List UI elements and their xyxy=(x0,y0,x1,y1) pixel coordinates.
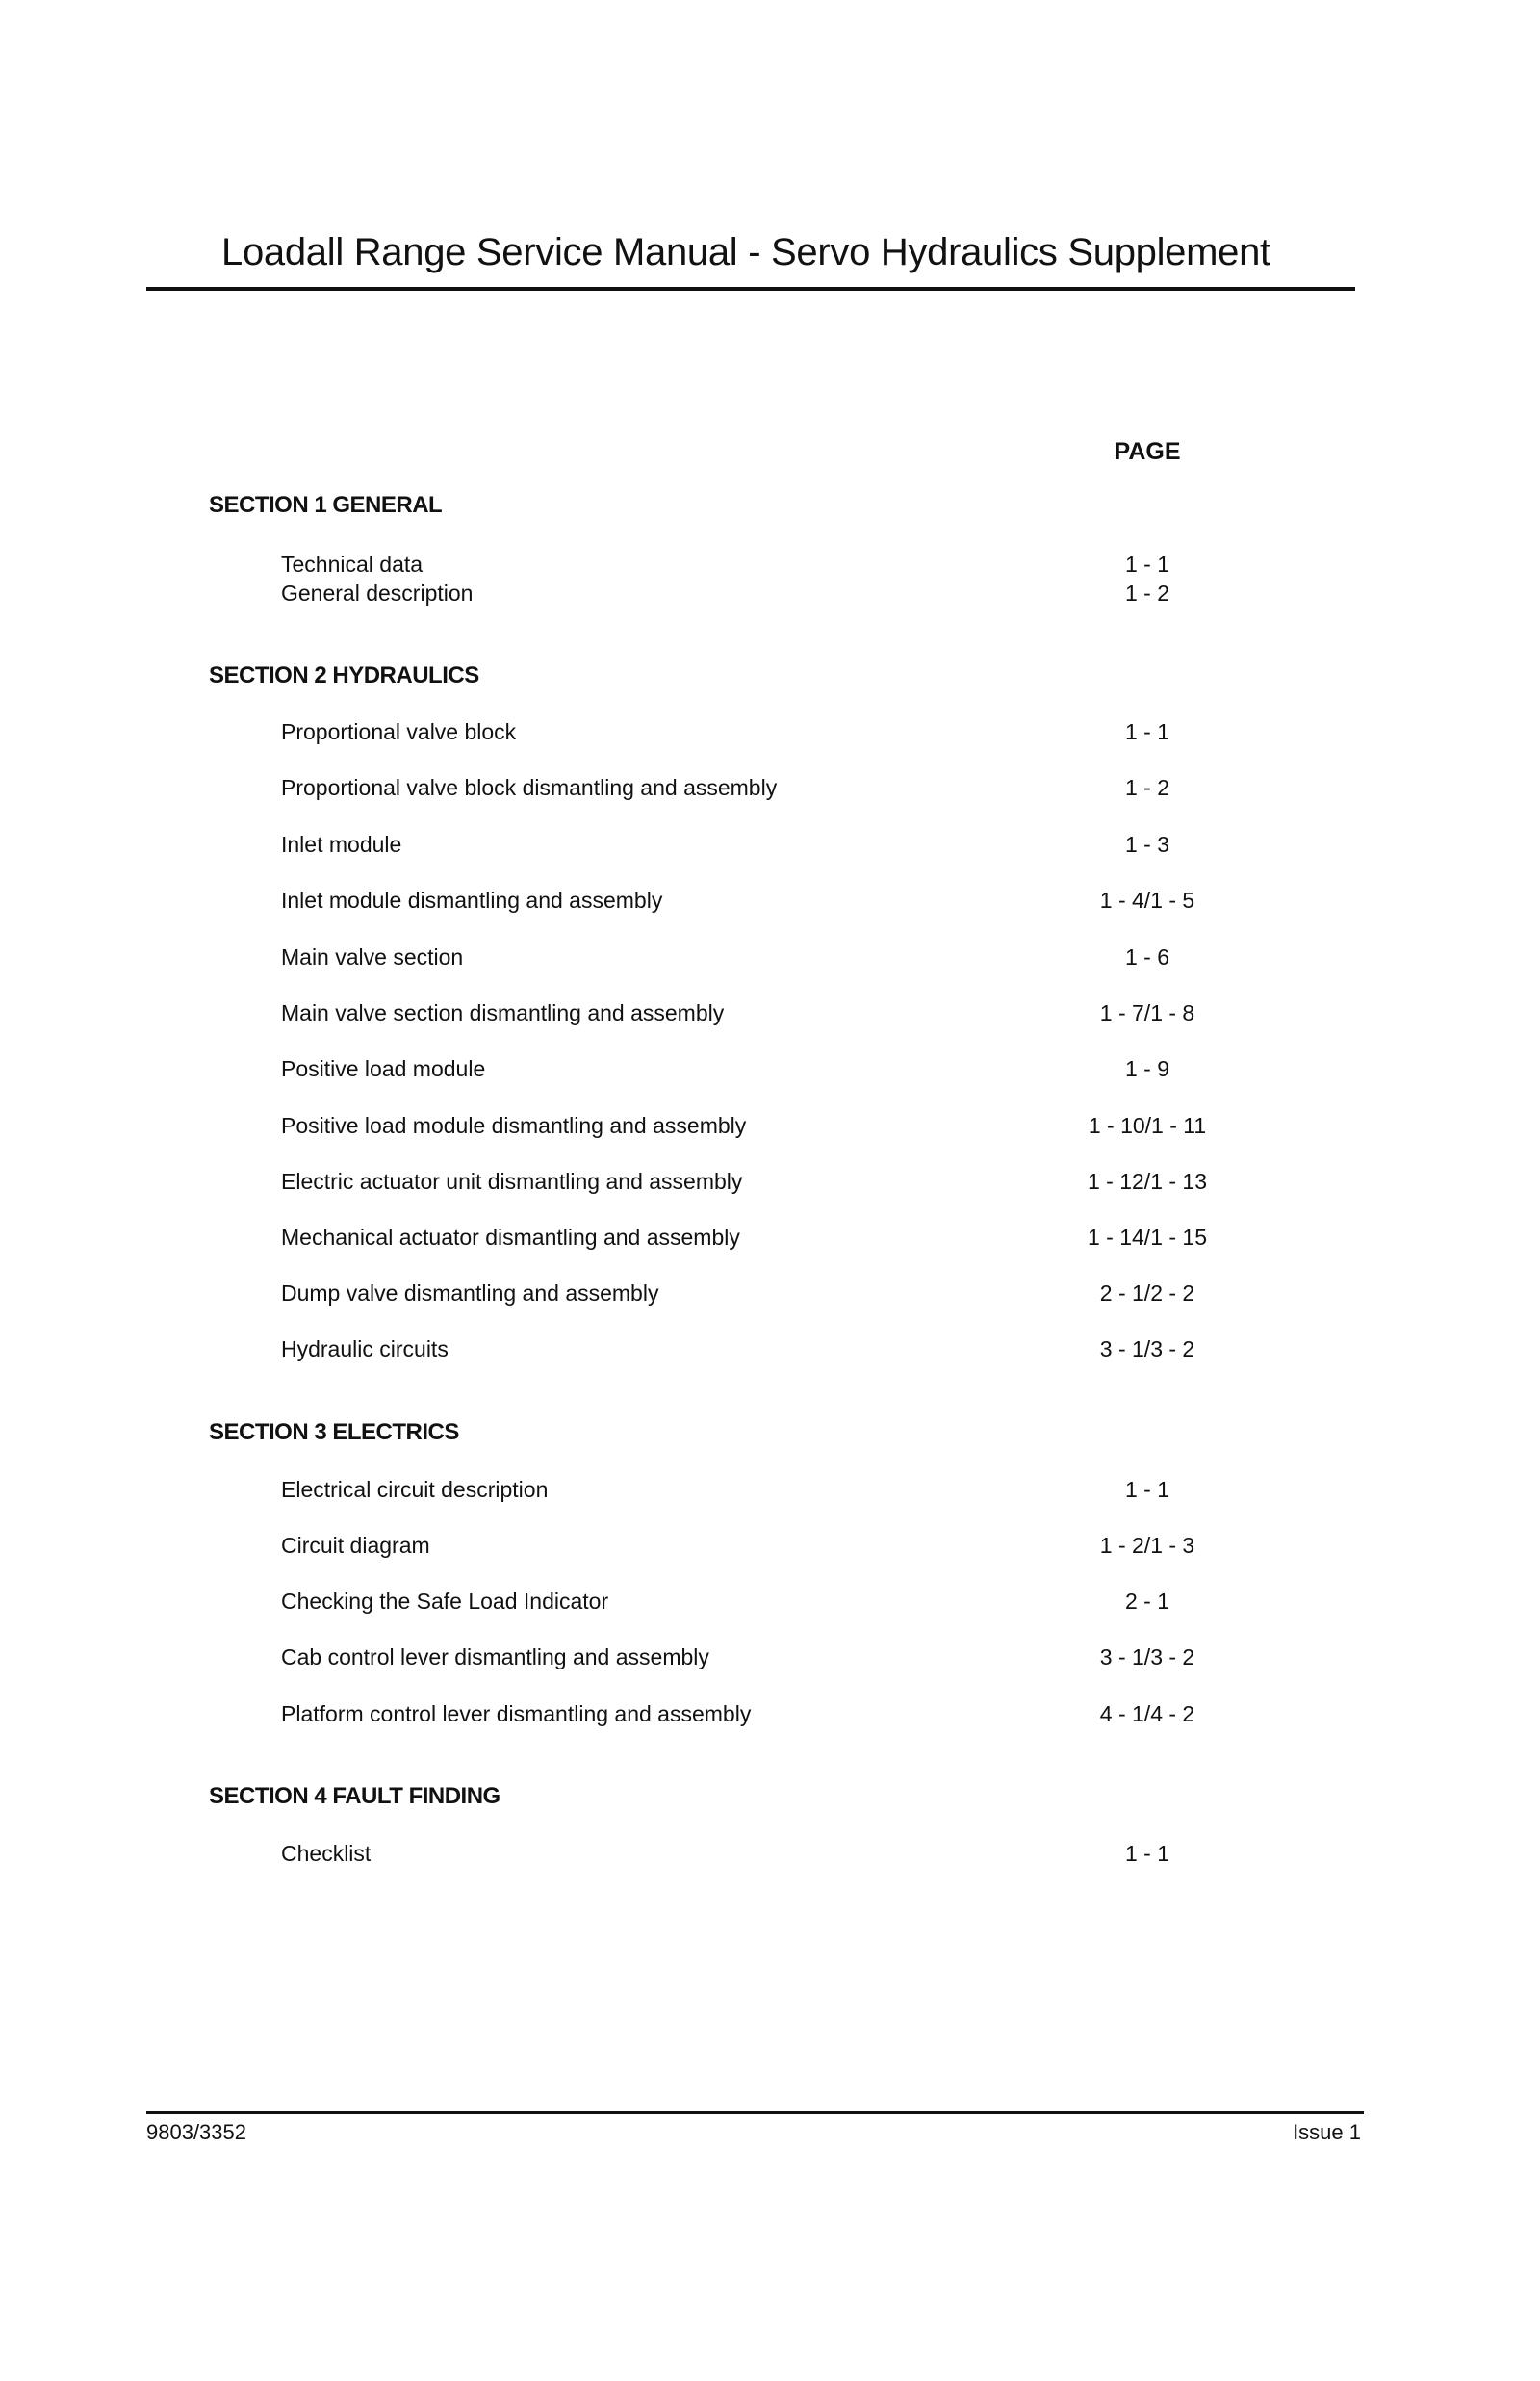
toc-entry-label: Dump valve dismantling and assembly xyxy=(281,1281,659,1306)
section-title-fault-finding: SECTION 4 FAULT FINDING xyxy=(209,1783,500,1809)
toc-entry-page: 1 - 2/1 - 3 xyxy=(1099,1533,1195,1558)
toc-entry-label: Main valve section dismantling and assembly xyxy=(281,1000,725,1025)
toc-entry-label: Proportional valve block dismantling and assembly xyxy=(281,775,778,800)
section-title-hydraulics: SECTION 2 HYDRAULICS xyxy=(209,662,479,688)
page-column-heading: PAGE xyxy=(1114,438,1181,465)
issue-label: Issue 1 xyxy=(1293,2120,1361,2144)
toc-entry-page: 1 - 1 xyxy=(1124,719,1170,744)
toc-entry-label: Electrical circuit description xyxy=(281,1477,549,1502)
toc-entry-page: 1 - 1 xyxy=(1124,552,1170,577)
page-title: Loadall Range Service Manual - Servo Hydraulics Supplement xyxy=(221,231,1270,273)
toc-entry-page: 3 - 1/3 - 2 xyxy=(1099,1644,1195,1669)
toc-entry-page: 1 - 4/1 - 5 xyxy=(1099,888,1195,913)
toc-entry-label: Technical data xyxy=(281,552,424,577)
section-title-general: SECTION 1 GENERAL xyxy=(209,492,443,518)
toc-entry-page: 1 - 9 xyxy=(1124,1056,1170,1081)
toc-entry-page: 1 - 7/1 - 8 xyxy=(1099,1000,1195,1025)
toc-entry-label: Main valve section xyxy=(281,945,464,970)
toc-entry-label: Proportional valve block xyxy=(281,719,517,744)
toc-entry-label: Cab control lever dismantling and assembly xyxy=(281,1644,709,1669)
toc-entry-label: Checking the Safe Load Indicator xyxy=(281,1589,609,1614)
toc-entry-page: 1 - 2 xyxy=(1124,581,1170,606)
toc-entry-page: 1 - 6 xyxy=(1124,945,1170,970)
toc-entry-label: Positive load module dismantling and assembly xyxy=(281,1113,747,1138)
header-rule xyxy=(146,287,1355,291)
document-number: 9803/3352 xyxy=(146,2120,246,2144)
toc-entry-page: 2 - 1/2 - 2 xyxy=(1099,1281,1195,1306)
toc-entry-label: Inlet module dismantling and assembly xyxy=(281,888,663,913)
toc-entry-label: Circuit diagram xyxy=(281,1533,430,1558)
toc-entry-label: Hydraulic circuits xyxy=(281,1336,449,1361)
toc-entry-page: 3 - 1/3 - 2 xyxy=(1099,1336,1195,1361)
footer-rule xyxy=(146,2111,1364,2114)
toc-entry-label: Positive load module xyxy=(281,1056,486,1081)
toc-entry-page: 2 - 1 xyxy=(1124,1589,1170,1614)
toc-entry-label: General description xyxy=(281,581,474,606)
toc-entry-page: 1 - 2 xyxy=(1124,775,1170,800)
toc-entry-page: 1 - 12/1 - 13 xyxy=(1087,1169,1208,1194)
toc-entry-page: 1 - 1 xyxy=(1124,1477,1170,1502)
toc-entry-page: 1 - 10/1 - 11 xyxy=(1088,1113,1207,1138)
toc-entry-label: Mechanical actuator dismantling and assembly xyxy=(281,1225,740,1250)
toc-entry-label: Checklist xyxy=(281,1841,372,1866)
toc-entry-page: 4 - 1/4 - 2 xyxy=(1099,1701,1195,1726)
toc-entry-label: Platform control lever dismantling and assembly xyxy=(281,1701,752,1726)
toc-entry-label: Electric actuator unit dismantling and assembly xyxy=(281,1169,743,1194)
toc-entry-label: Inlet module xyxy=(281,832,402,857)
toc-entry-page: 1 - 14/1 - 15 xyxy=(1087,1225,1208,1250)
toc-entry-page: 1 - 1 xyxy=(1124,1841,1170,1866)
toc-entry-page: 1 - 3 xyxy=(1124,832,1170,857)
section-title-electrics: SECTION 3 ELECTRICS xyxy=(209,1419,459,1445)
